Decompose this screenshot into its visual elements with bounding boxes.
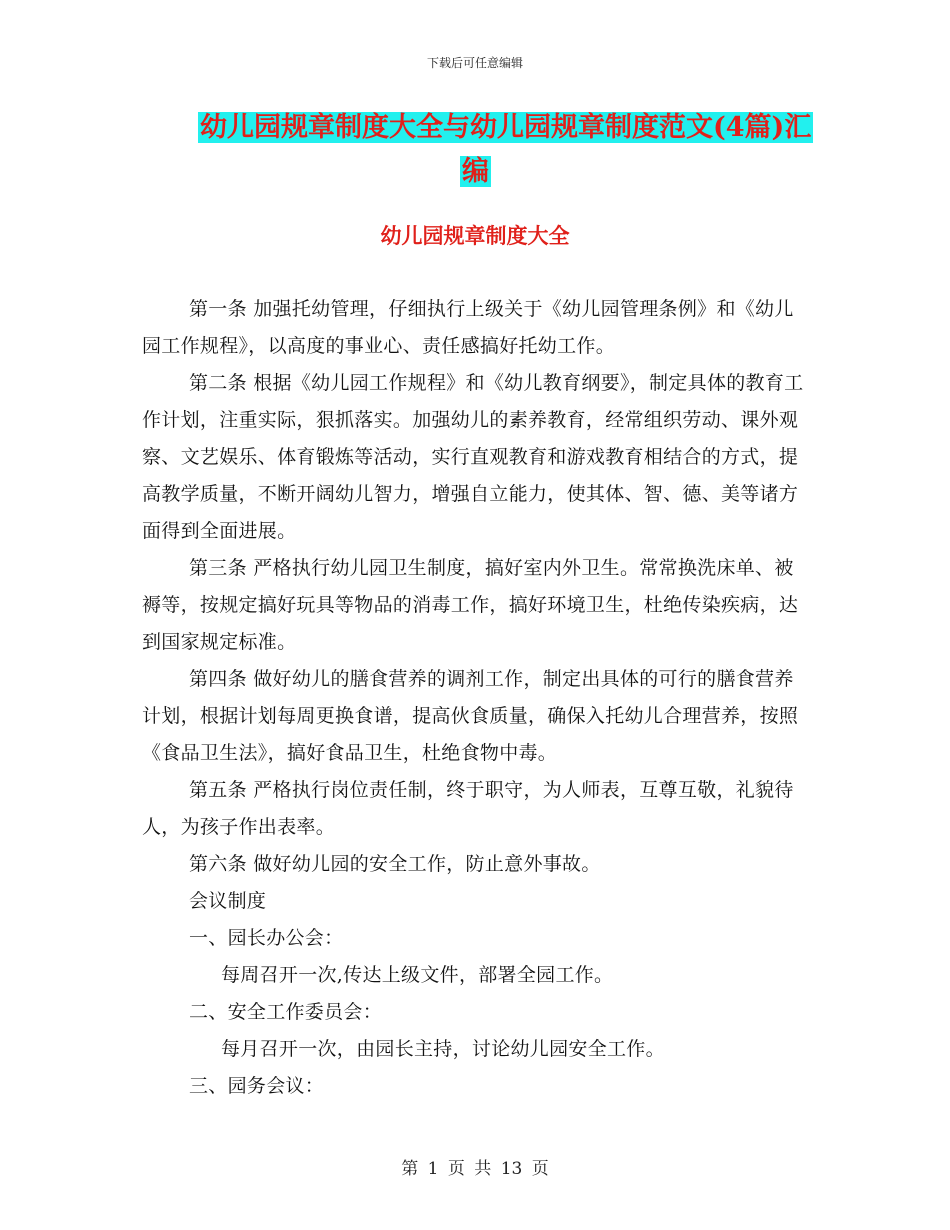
article-4: 第四条 做好幼儿的膳食营养的调剂工作，制定出具体的可行的膳食营养计划，根据计划每周更换食谱，提高伙食质量，确保入托幼儿合理营养，按照《食品卫生法》，搞好食品卫生，杜绝食物中毒。 bbox=[142, 668, 799, 764]
meeting-1-title: 一、园长办公会： bbox=[189, 927, 344, 949]
article-6: 第六条 做好幼儿园的安全工作，防止意外事故。 bbox=[189, 853, 601, 875]
meeting-2-title: 二、安全工作委员会： bbox=[189, 1001, 383, 1023]
section-subtitle: 幼儿园规章制度大全 bbox=[380, 223, 570, 248]
article-3: 第三条 严格执行幼儿园卫生制度，搞好室内外卫生。常常换洗床单、被褥等，按规定搞好玩具等物品的消毒工作，搞好环境卫生，杜绝传染疾病，达到国家规定标准。 bbox=[142, 557, 799, 653]
meeting-heading: 会议制度 bbox=[189, 890, 267, 912]
page-number-footer: 第 1 页 共 13 页 bbox=[401, 1159, 549, 1179]
header-note: 下载后可任意编辑 bbox=[426, 56, 523, 70]
meeting-1-desc: 每周召开一次,传达上级文件，部署全园工作。 bbox=[221, 964, 614, 986]
article-2: 第二条 根据《幼儿园工作规程》和《幼儿教育纲要》，制定具体的教育工作计划，注重实际，狠抓落实。加强幼儿的素养教育，经常组织劳动、课外观察、文艺娱乐、体育锻炼等活动，实行直观教育和游戏教育相结合的方式，提高教学质量，不断开阔幼儿智力，增强自立能力，使其体、智、德、美等诸方面得到全面进展。 bbox=[142, 372, 804, 542]
meeting-3-title: 三、园务会议： bbox=[189, 1075, 325, 1097]
document-body bbox=[142, 291, 812, 1105]
document-title-line-1: 幼儿园规章制度大全与幼儿园规章制度范文(4篇)汇 bbox=[200, 112, 812, 143]
article-5: 第五条 严格执行岗位责任制，终于职守，为人师表，互尊互敬，礼貌待人，为孩子作出表率。 bbox=[142, 779, 794, 838]
document-title-line-2: 编 bbox=[462, 156, 489, 187]
meeting-2-desc: 每月召开一次，由园长主持，讨论幼儿园安全工作。 bbox=[221, 1038, 665, 1060]
article-1: 第一条 加强托幼管理，仔细执行上级关于《幼儿园管理条例》和《幼儿园工作规程》，以高度的事业心、责任感搞好托幼工作。 bbox=[142, 298, 794, 357]
